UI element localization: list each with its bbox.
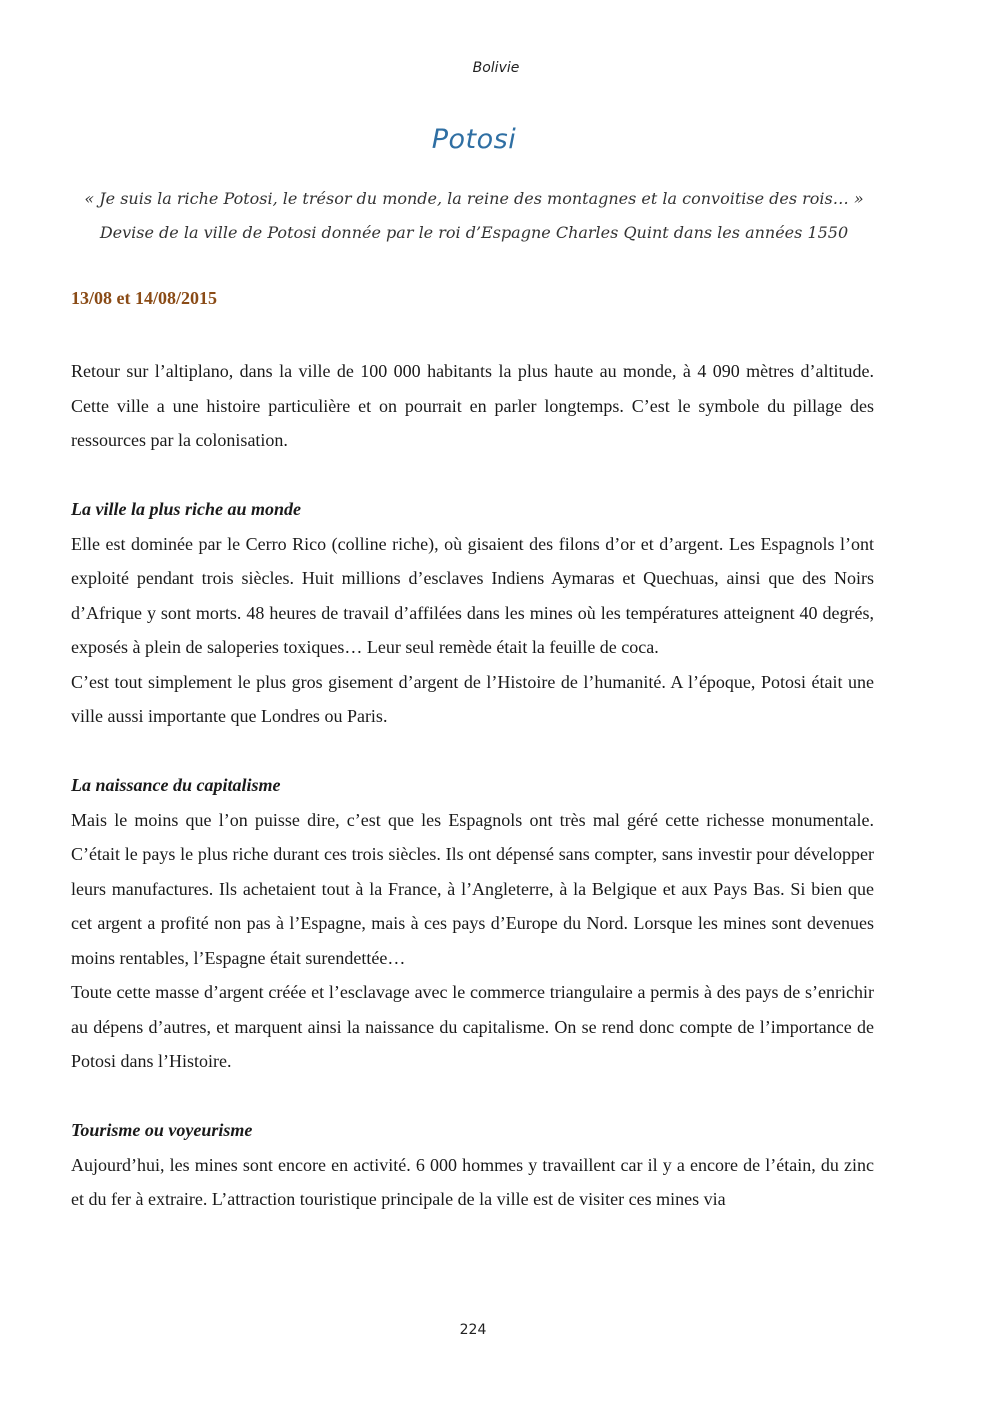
epigraph-attribution: Devise de la ville de Potosi donnée par le roi d’Espagne Charles Quint dans les années 1550	[99, 223, 849, 242]
section-1-paragraph-2: C’est tout simplement le plus gros gisement d’argent de l’Histoire de l’humanité. A l’époque, Potosi était une ville aussi importante que Londres ou Paris.	[71, 671, 874, 726]
section-heading-tourism: Tourisme ou voyeurisme	[71, 1120, 253, 1140]
intro-paragraph: Retour sur l’altiplano, dans la ville de 100 000 habitants la plus haute au monde, à 4 090 mètres d’altitude. Cette ville a une histoire particulière et on pourrait en parler longtemps. C’est le symbole du pillage des ressources par la colonisation.	[71, 361, 874, 450]
page-title: Potosi	[431, 124, 517, 155]
running-header: Bolivie	[472, 60, 520, 76]
section-2-paragraph-1: Mais le moins que l’on puisse dire, c’est que les Espagnols ont très mal géré cette richesse monumentale. C’était le pays le plus riche durant ces trois siècles. Ils ont dépensé sans compter, sans investir pour développer leurs manufactures. Ils achetaient tout à la France, à l’Angleterre, à la Belgique et aux Pays Bas. Si bien que cet argent a profité non pas à l’Espagne, mais à ces pays d’Europe du Nord. Lorsque les mines sont devenues moins rentables, l’Espagne était surendettée…	[71, 809, 874, 968]
section-2-paragraph-2: Toute cette masse d’argent créée et l’esclavage avec le commerce triangulaire a permis à des pays de s’enrichir au dépens d’autres, et marquent ainsi la naissance du capitalisme. On se rend donc compte de l’importance de Potosi dans l’Histoire.	[71, 982, 874, 1071]
section-1-paragraph-1: Elle est dominée par le Cerro Rico (colline riche), où gisaient des filons d’or et d’argent. Les Espagnols l’ont exploité pendant trois siècles. Huit millions d’esclaves Indiens Aymaras et Quechuas, ainsi que des Noirs d’Afrique y sont morts. 48 heures de travail d’affilées dans les mines où les températures atteignent 40 degrés, exposés à plein de saloperies toxiques… Leur seul remède était la feuille de coca.	[71, 533, 874, 657]
epigraph	[40, 182, 908, 250]
page-number: 224	[459, 1322, 487, 1338]
entry-date: 13/08 et 14/08/2015	[71, 288, 217, 308]
section-heading-capitalism: La naissance du capitalisme	[71, 775, 281, 795]
article-body	[71, 354, 874, 1217]
epigraph-quote: « Je suis la riche Potosi, le trésor du monde, la reine des montagnes et la convoitise des rois… »	[84, 189, 864, 208]
section-heading-richest-city: La ville la plus riche au monde	[71, 499, 302, 519]
section-3-paragraph-1: Aujourd’hui, les mines sont encore en activité. 6 000 hommes y travaillent car il y a encore de l’étain, du zinc et du fer à extraire. L’attraction touristique principale de la ville est de visiter ces mines via	[71, 1154, 874, 1209]
